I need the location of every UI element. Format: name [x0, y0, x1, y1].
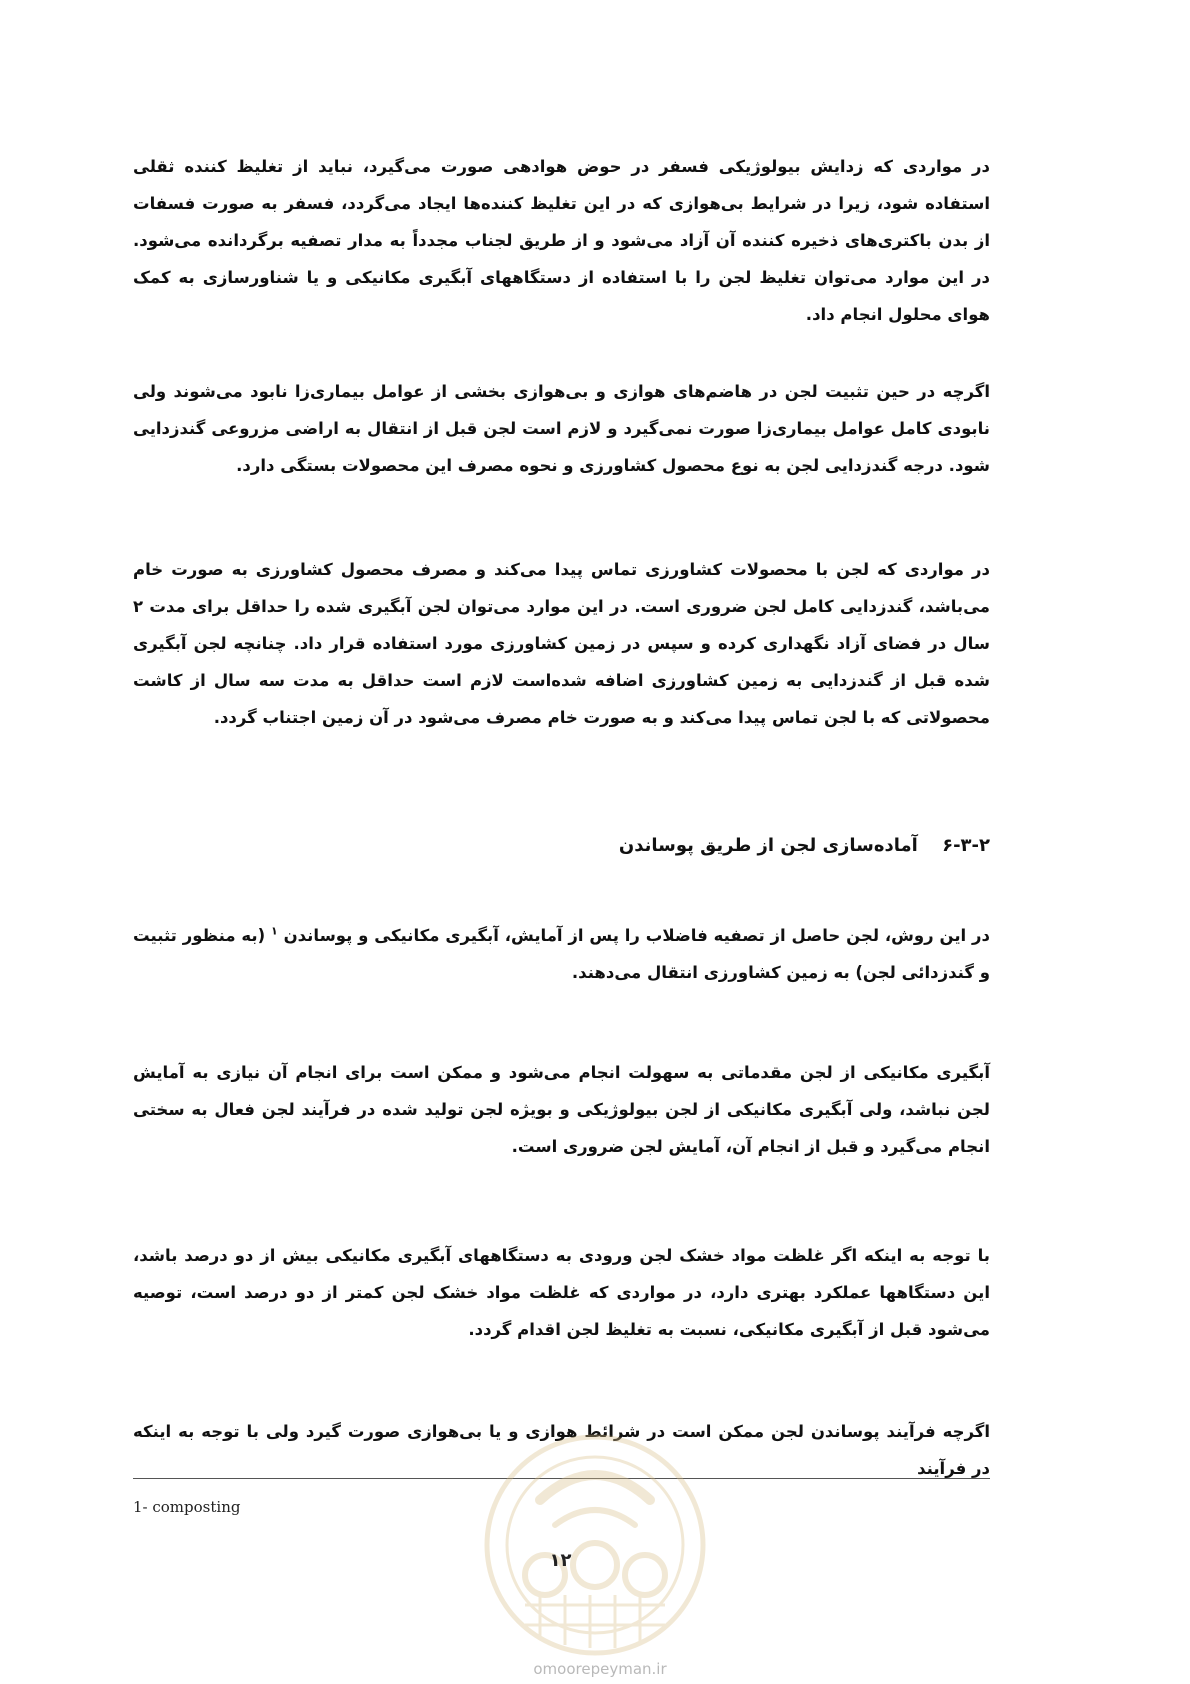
watermark-url: omoorepeyman.ir [533, 1660, 667, 1678]
section-number: ۶-۳-۲ [942, 835, 990, 856]
footnote-reference[interactable]: ۱ [271, 924, 278, 938]
paragraph-agricultural-contact: در مواردی که لجن با محصولات کشاورزی تماس پیدا می‌کند و مصرف محصول کشاورزی به صورت خام می‌باشد، گندزدایی کامل لجن ضروری است. در این موارد می‌توان لجن آبگیری شده را حداقل برای مدت ۲ سال در فضای آزاد نگهداری کرده و سپس در زمین کشاورزی مورد استفاده قرار داد. چنانچه لجن آبگیری شده قبل از گندزدایی به زمین کشاورزی اضافه شده‌است لازم است حداقل به مدت سه سال از کاشت محصولاتی که با لجن تماس پیدا می‌کند و به صورت خام مصرف می‌شود در آن زمین اجتناب گردد. [133, 560, 990, 727]
section-title: آماده‌سازی لجن از طریق پوساندن [618, 835, 918, 856]
gear-seal-logo-icon [480, 1430, 710, 1664]
paragraph-composting-method [133, 917, 990, 991]
paragraph-stabilization-disinfection: اگرچه در حین تثبیت لجن در هاضم‌های هوازی و بی‌هوازی بخشی از عوامل بیماری‌زا نابود می‌شوند ولی نابودی کامل عوامل بیماری‌زا صورت نمی‌گیرد و لازم است لجن قبل از انتقال به اراضی مزروعی گندزدایی شود. درجه گندزدایی لجن به نوع محصول کشاورزی و نحوه مصرف این محصولات بستگی دارد. [133, 382, 990, 475]
section-heading [133, 827, 990, 864]
paragraph-composting-text-1: در این روش، لجن حاصل از تصفیه فاضلاب را پس از آمایش، آبگیری مکانیکی و پوساندن [283, 926, 991, 945]
paragraph-phosphorus-removal: در مواردی که زدایش بیولوژیکی فسفر در حوض هوادهی صورت می‌گیرد، نباید از تغلیظ کننده ثقلی استفاده شود، زیرا در شرایط بی‌هوازی که در این تغلیظ کننده‌ها ایجاد می‌گردد، فسفر به صورت فسفات از بدن باکتری‌های ذخیره کننده آن آزاد می‌شود و از طریق لجناب مجدداً به مدار تصفیه برگردانده می‌شود. در این موارد می‌توان تغلیظ لجن را با استفاده از دستگاههای آبگیری مکانیکی و یا شناورسازی به کمک هوای محلول انجام داد. [133, 157, 990, 324]
paragraph-composting-text-2: (به منظور تثبیت و گندزدائی لجن) به زمین کشاورزی انتقال می‌دهند. [133, 926, 990, 982]
paragraph-solids-concentration: با توجه به اینکه اگر غلظت مواد خشک لجن ورودی به دستگاههای آبگیری مکانیکی بیش از دو درصد باشد، این دستگاهها عملکرد بهتری دارد، در مواردی که غلظت مواد خشک لجن کمتر از دو درصد است، توصیه می‌شود قبل از آبگیری مکانیکی، نسبت به تغلیظ لجن اقدام گردد. [133, 1246, 990, 1339]
paragraph-mechanical-dewatering: آبگیری مکانیکی از لجن مقدماتی به سهولت انجام می‌شود و ممکن است برای انجام آن نیازی به آمایش لجن نباشد، ولی آبگیری مکانیکی از لجن بیولوژیکی و بویژه لجن تولید شده در فرآیند لجن فعال به سختی انجام می‌گیرد و قبل از انجام آن، آمایش لجن ضروری است. [133, 1063, 990, 1156]
page-number: ۱۲ [549, 1550, 572, 1571]
footnote-text: 1- composting [133, 1498, 241, 1516]
paragraph-composting-process: اگرچه فرآیند پوساندن لجن ممکن است در شرائط هوازی و یا بی‌هوازی صورت گیرد ولی با توجه به اینکه در فرآیند [133, 1422, 990, 1478]
